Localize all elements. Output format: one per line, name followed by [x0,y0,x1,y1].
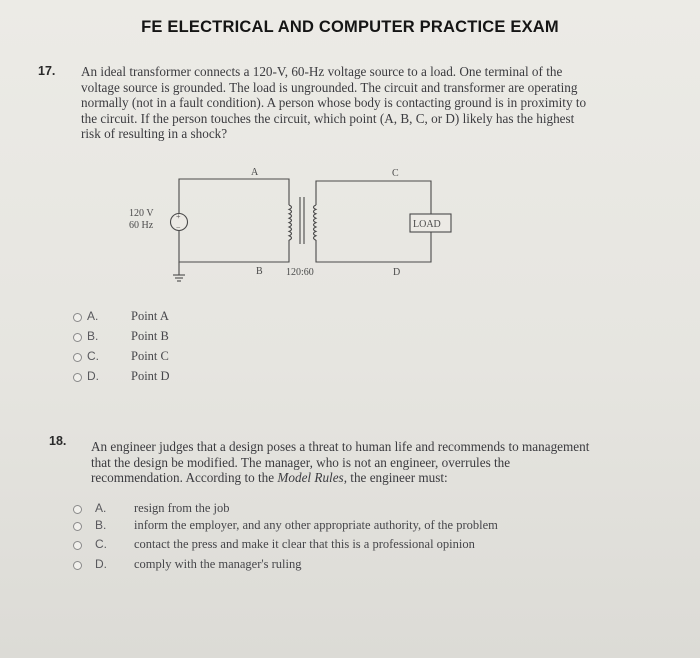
radio-button[interactable] [73,561,82,570]
radio-button[interactable] [73,333,82,342]
radio-button[interactable] [73,313,82,322]
point-a-label: A [251,167,259,178]
question-18-line: that the design be modified. The manager, who is not an engineer, overrules the [91,454,511,470]
question-17-line: normally (not in a fault condition). A person whose body is contacting ground is in proximity to [81,95,587,110]
source-minus-sign: − [176,223,181,232]
option-text: Point C [131,349,169,363]
source-plus-sign: + [176,212,181,221]
question-18-line: An engineer judges that a design poses a threat to human life and recommends to management [91,439,590,454]
secondary-wire [316,232,431,262]
radio-button[interactable] [73,522,82,531]
question-17-line: voltage source is grounded. The load is ungrounded. The circuit and transformer are operating [81,79,578,95]
model-rules-title: Model Rules [277,470,344,485]
option-text: Point D [131,369,170,383]
radio-button[interactable] [73,505,82,514]
option-letter: B. [95,518,107,532]
question-18-line [91,470,589,486]
question-17-line: the circuit. If the person touches the circuit, which point (A, B, C, or D) likely has the highest [81,110,575,126]
exam-title: FE ELECTRICAL AND COMPUTER PRACTICE EXAM [141,18,559,36]
secondary-coil-icon [314,205,317,240]
option-text: Point A [131,309,169,323]
option-text: contact the press and make it clear that this is a professional opinion [134,537,475,551]
question-18-line-start: recommendation. According to the [91,470,278,485]
radio-button[interactable] [73,373,82,382]
source-frequency-label: 60 Hz [129,220,154,231]
option-text: resign from the job [134,501,230,515]
option-letter: A. [87,309,99,323]
primary-wire [179,179,289,214]
radio-button[interactable] [73,541,82,550]
option-letter: C. [87,349,99,363]
option-text: inform the employer, and any other appropriate authority, of the problem [134,518,498,532]
option-letter: C. [95,537,107,551]
source-voltage-label: 120 V [129,208,154,219]
question-18-number: 18. [49,434,67,448]
option-letter: A. [95,501,107,515]
question-17-number: 17. [38,64,56,78]
primary-coil-icon [289,205,292,240]
question-17-line: risk of resulting in a shock? [81,126,228,141]
question-17-line: An ideal transformer connects a 120-V, 60-Hz voltage source to a load. One terminal of the [81,64,563,79]
option-letter: D. [87,369,99,383]
turns-ratio-label: 120:60 [286,267,314,278]
option-text: comply with the manager's ruling [134,557,302,571]
radio-button[interactable] [73,353,82,362]
primary-wire [179,230,289,262]
question-18-text [91,439,589,486]
point-d-label: D [393,267,401,278]
point-b-label: B [256,266,263,277]
option-text: Point B [131,329,169,343]
point-c-label: C [392,168,399,179]
secondary-wire [316,181,431,214]
question-18-line-end: , the engineer must: [343,470,448,485]
option-letter: B. [87,329,99,343]
option-letter: D. [95,557,107,571]
load-label: LOAD [413,219,441,230]
